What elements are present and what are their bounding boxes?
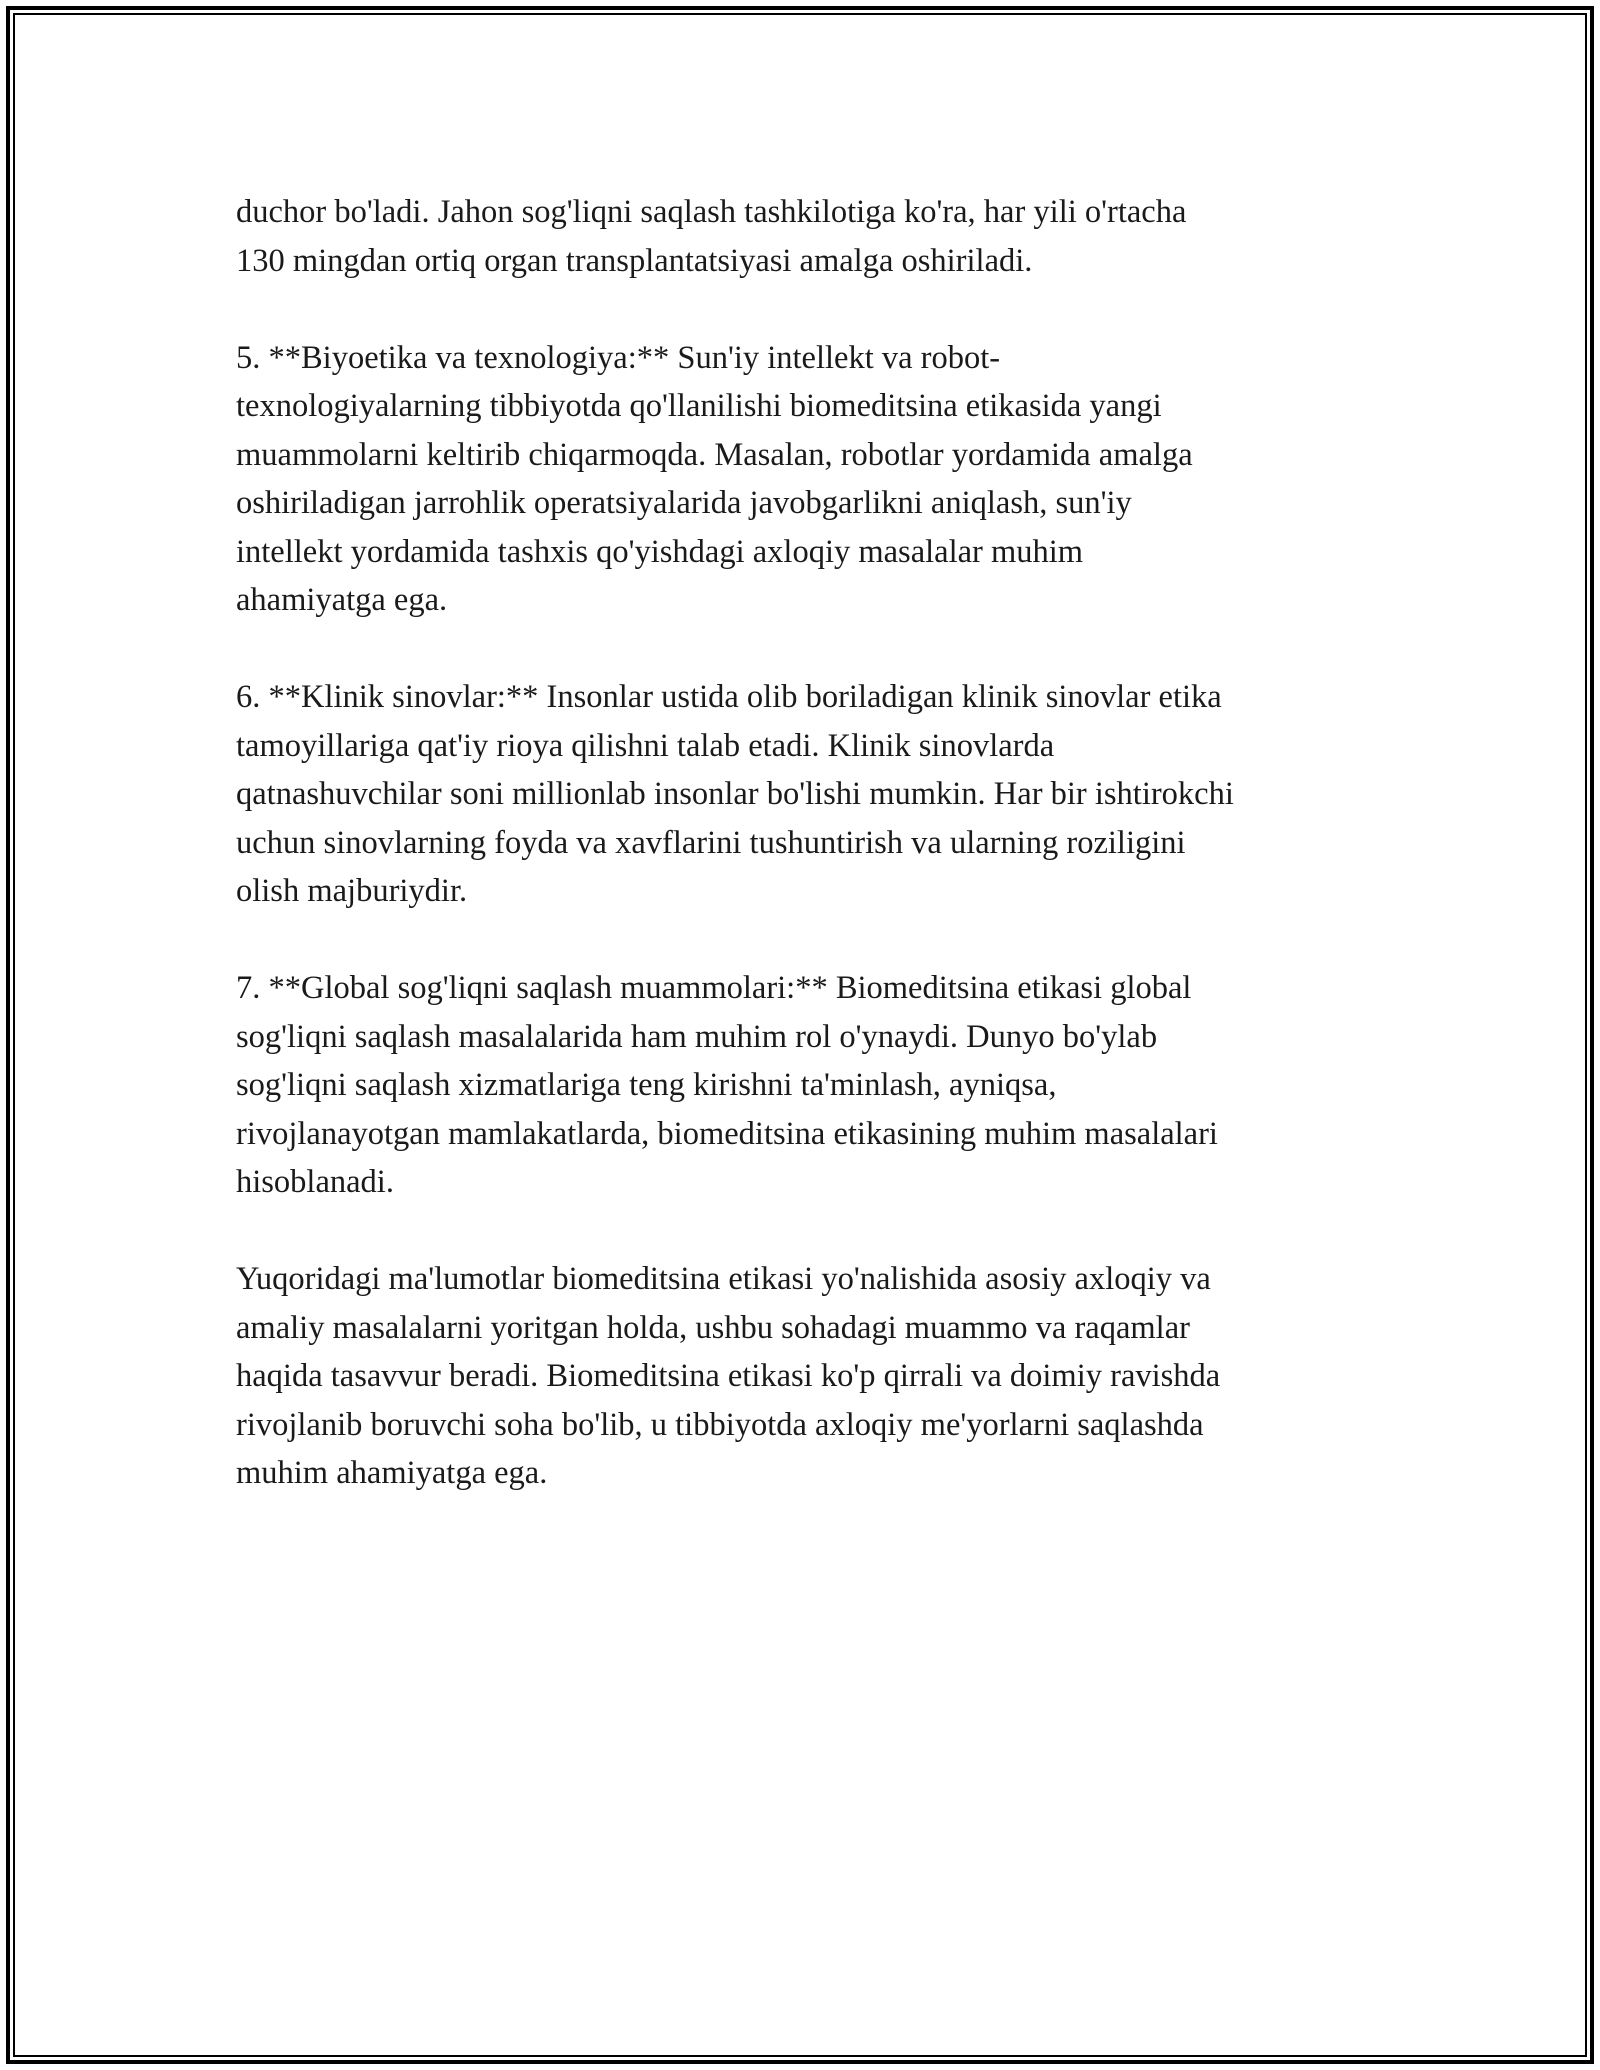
paragraph-bioethics-technology: 5. **Biyoetika va texnologiya:** Sun'iy intellekt va robot- texnologiyalarning tibbiyotda qo'llanilishi biomeditsina etikasida yangi muammolarni keltirib chiqarmoqda. Masalan, robotlar yordamida amalga oshiriladigan jarrohlik operatsiyalarida javobgarlikni aniqlash, sun'iy intellekt yordamida tashxis qo'yishdagi axloqiy masalalar muhim ahamiyatga ega. — [236, 339, 1193, 618]
paragraph-continuation: duchor bo'ladi. Jahon sog'liqni saqlash tashkilotiga ko'ra, har yili o'rtacha 130 mingdan ortiq organ transplantatsiyasi amalga oshiriladi. — [236, 194, 1187, 279]
paragraph-global-health: 7. **Global sog'liqni saqlash muammolari:** Biomeditsina etikasi global sog'liqni saqlash masalalarida ham muhim rol o'ynaydi. Dunyo bo'ylab sog'liqni saqlash xizmatlariga teng kirishni ta'minlash, ayniqsa, rivojlanayotgan mamlakatlarda, biomeditsina etikasining muhim masalalari hisoblanadi. — [236, 970, 1218, 1200]
paragraph-clinical-trials: 6. **Klinik sinovlar:** Insonlar ustida olib boriladigan klinik sinovlar etika tamoyillariga qat'iy rioya qilishni talab etadi. Klinik sinovlarda qatnashuvchilar soni millionlab insonlar bo'lishi mumkin. Har bir ishtirokchi uchun sinovlarning foyda va xavflarini tushuntirish va ularning roziligini olish majburiydir. — [236, 679, 1234, 909]
document-body — [236, 188, 1366, 1546]
paragraph-conclusion: Yuqoridagi ma'lumotlar biomeditsina etikasi yo'nalishida asosiy axloqiy va amaliy masalalarni yoritgan holda, ushbu sohadagi muammo va raqamlar haqida tasavvur beradi. Biomeditsina etikasi ko'p qirrali va doimiy ravishda rivojlanib boruvchi soha bo'lib, u tibbiyotda axloqiy me'yorlarni saqlashda muhim ahamiyatga ega. — [236, 1261, 1221, 1491]
